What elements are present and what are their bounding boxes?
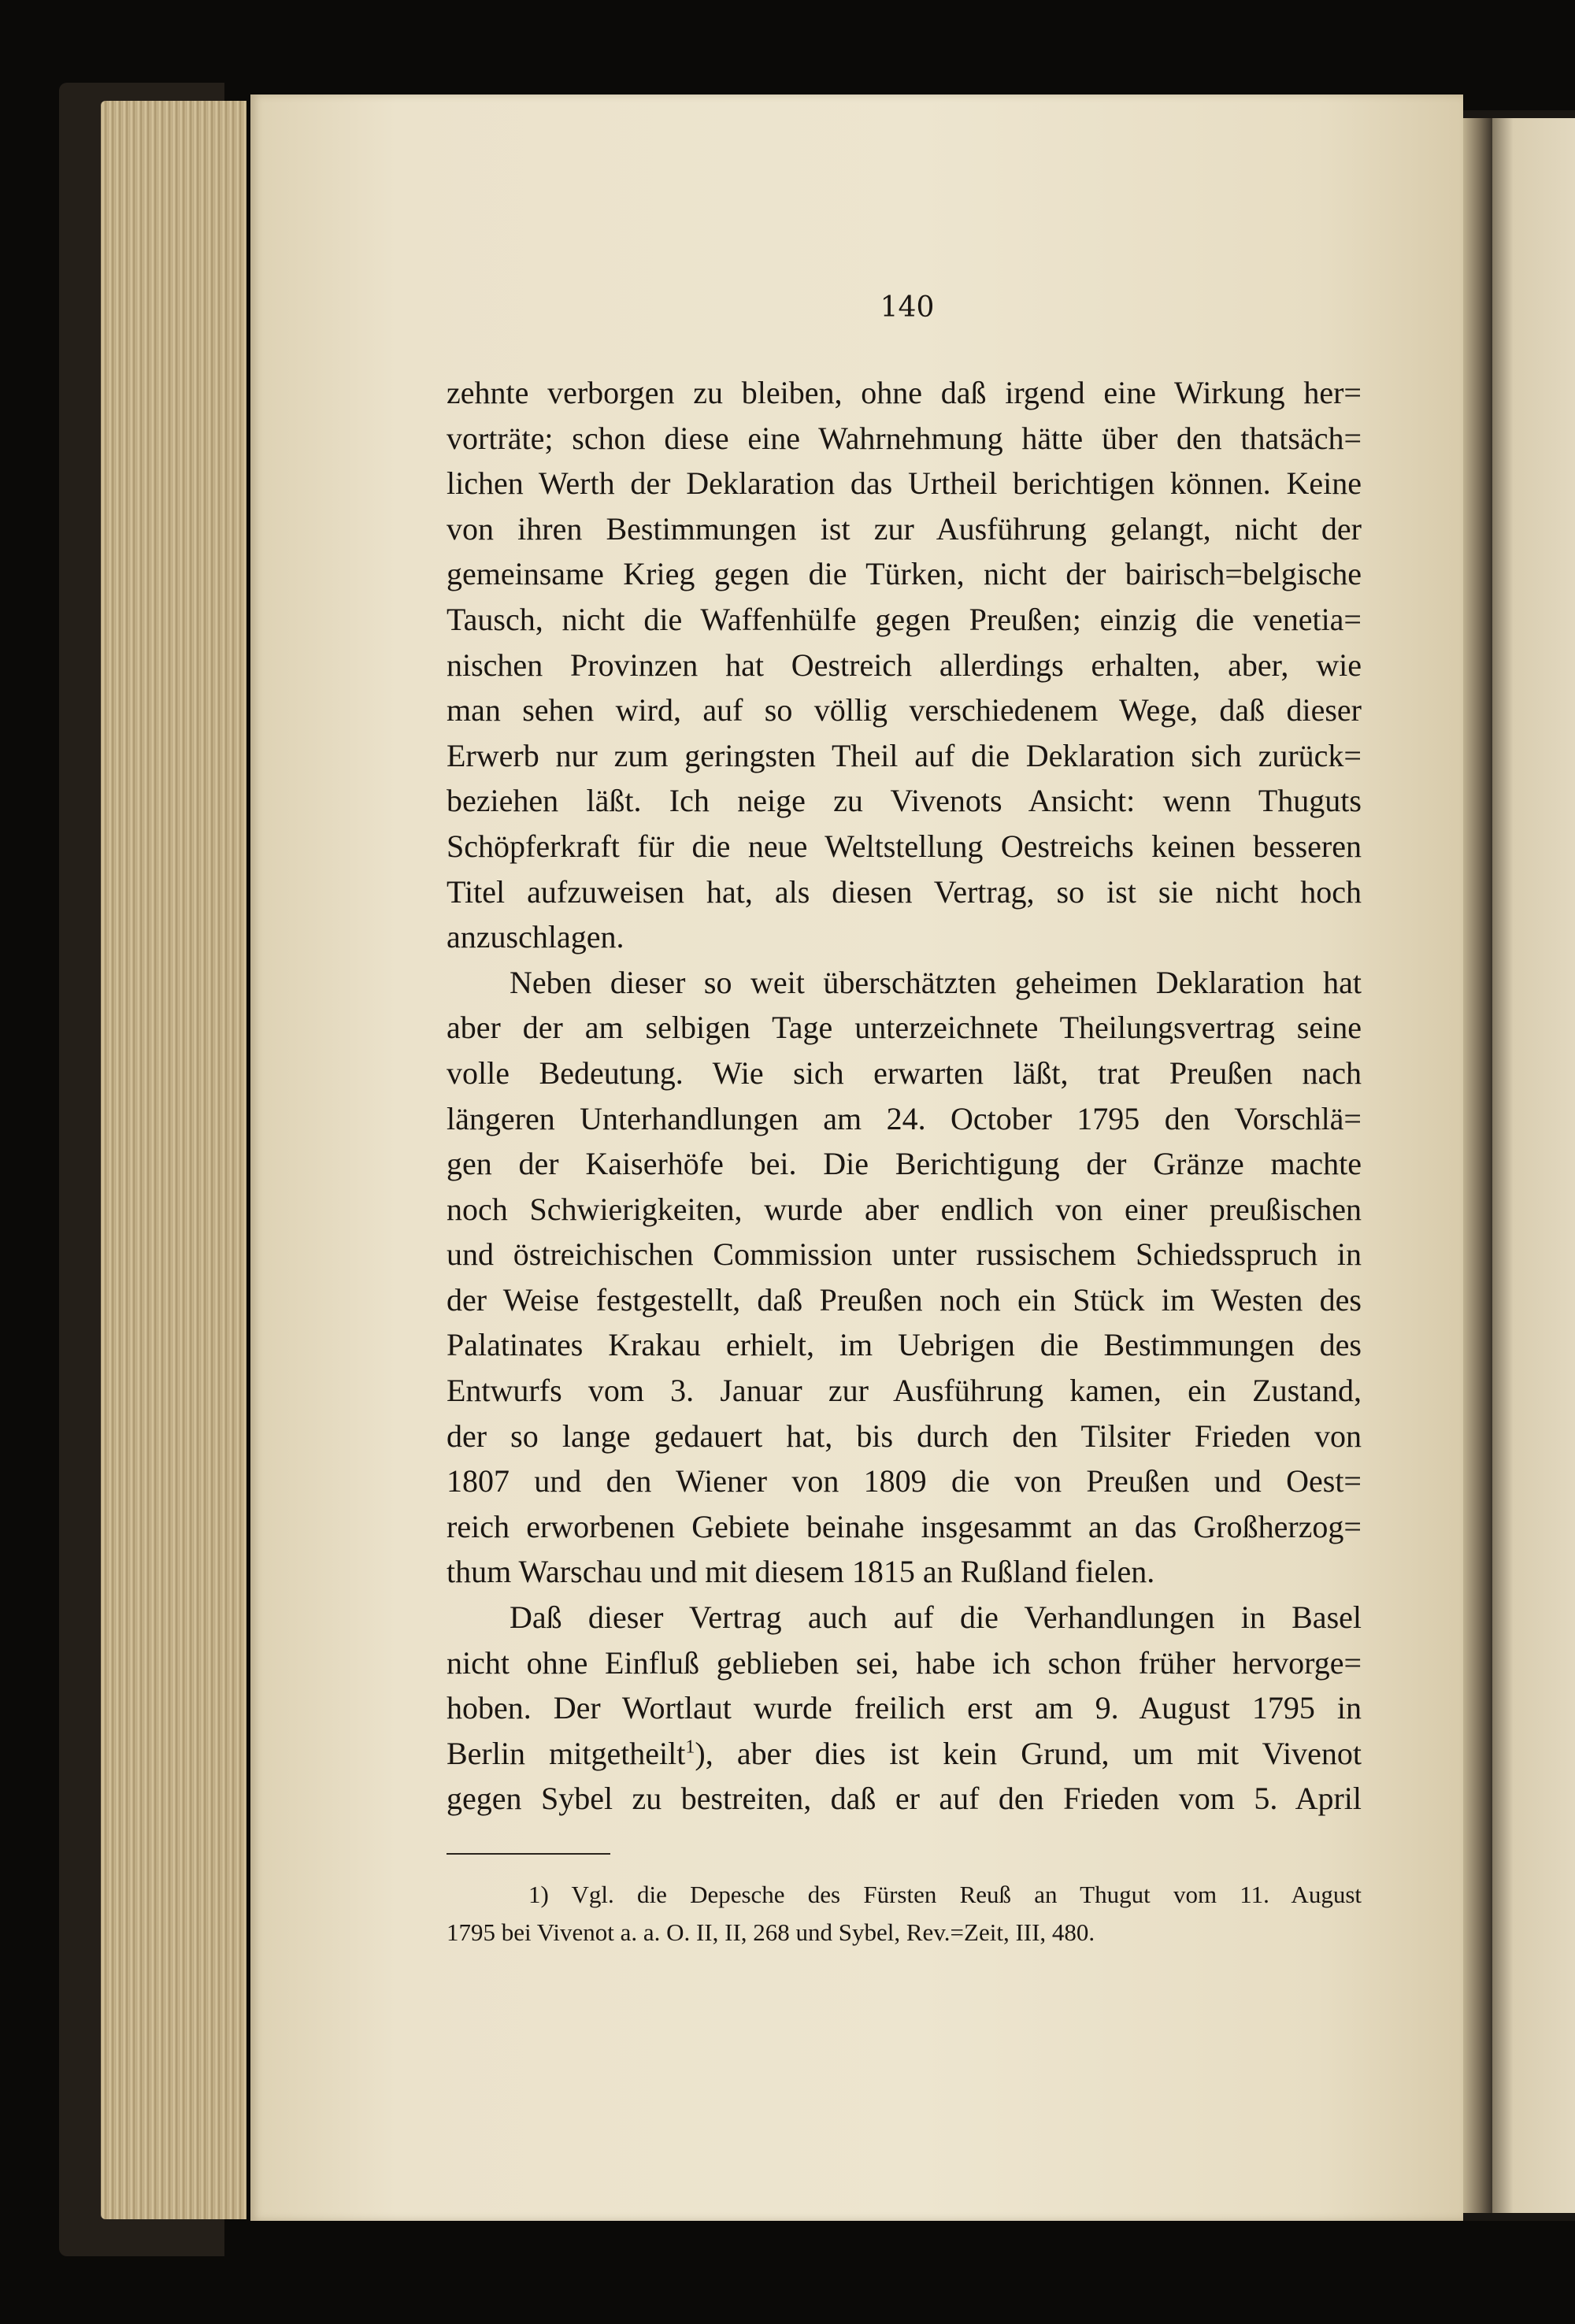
text-line: 1807 und den Wiener von 1809 die von Preußen und Oest= (447, 1463, 1362, 1499)
text-line: Daß dieser Vertrag auch auf die Verhandlungen in Basel (510, 1599, 1362, 1636)
text-line: noch Schwierigkeiten, wurde aber endlich von einer preußischen (447, 1191, 1362, 1227)
footnote-line: 1) Vgl. die Depesche des Fürsten Reuß an Thugut vom 11. August (528, 1881, 1362, 1908)
text-line: lichen Werth der Deklaration das Urtheil berichtigen können. Keine (447, 465, 1362, 502)
facing-page (1487, 118, 1575, 2213)
footnote-reference[interactable]: 1 (685, 1737, 695, 1758)
text-line: und östreichischen Commission unter russischem Schiedsspruch in (447, 1236, 1362, 1273)
text-line: nischen Provinzen hat Oestreich allerdings erhalten, aber, wie (447, 647, 1362, 683)
text-line: nicht ohne Einfluß geblieben sei, habe ich schon früher hervorge= (447, 1644, 1362, 1681)
text-line: Titel aufzuweisen hat, als diesen Vertrag, so ist sie nicht hoch (447, 873, 1362, 910)
text-line: gen der Kaiserhöfe bei. Die Berichtigung der Gränze machte (447, 1146, 1362, 1182)
text-line: von ihren Bestimmungen ist zur Ausführung gelangt, nicht der (447, 510, 1362, 547)
text-line: längeren Unterhandlungen am 24. October 1795 den Vorschlä= (447, 1100, 1362, 1136)
text-line: volle Bedeutung. Wie sich erwarten läßt, trat Preußen nach (447, 1055, 1362, 1091)
text-line: der so lange gedauert hat, bis durch den Tilsiter Frieden von (447, 1418, 1362, 1454)
text-line: thum Warschau und mit diesem 1815 an Rußland fielen. (447, 1554, 1155, 1590)
footnote-line: 1795 bei Vivenot a. a. O. II, II, 268 und Sybel, Rev.=Zeit, III, 480. (447, 1918, 1095, 1946)
book-gutter (1461, 118, 1492, 2213)
text-line: Neben dieser so weit überschätzten geheimen Deklaration hat (510, 964, 1362, 1000)
footnotes (447, 1876, 1362, 1951)
text-line: gegen Sybel zu bestreiten, daß er auf den Frieden vom 5. April (447, 1781, 1362, 1817)
text-segment: Berlin mitgetheilt (447, 1735, 686, 1771)
text-line: Entwurfs vom 3. Januar zur Ausführung kamen, ein Zustand, (447, 1373, 1362, 1409)
text-line: gemeinsame Krieg gegen die Türken, nicht der bairisch=belgische (447, 556, 1362, 592)
page-number: 140 (880, 291, 935, 324)
text-line: aber der am selbigen Tage unterzeichnete Theilungsvertrag seine (447, 1010, 1362, 1046)
text-segment: ), aber dies ist kein Grund, um mit Vivenot (695, 1735, 1362, 1771)
text-line: vorträte; schon diese eine Wahrnehmung hätte über den thatsäch= (447, 420, 1362, 456)
text-line: Schöpferkraft für die neue Weltstellung Oestreichs keinen besseren (447, 828, 1362, 864)
text-line: beziehen läßt. Ich neige zu Vivenots Ansicht: wenn Thuguts (447, 783, 1362, 819)
text-line: Erwerb nur zum geringsten Theil auf die Deklaration sich zurück= (447, 737, 1362, 773)
text-line (447, 1731, 1362, 1777)
text-line: reich erworbenen Gebiete beinahe insgesammt an das Großherzog= (447, 1508, 1362, 1544)
text-line: anzuschlagen. (447, 919, 624, 955)
text-line: hoben. Der Wortlaut wurde freilich erst am 9. August 1795 in (447, 1690, 1362, 1726)
text-line: der Weise festgestellt, daß Preußen noch ein Stück im Westen des (447, 1281, 1362, 1318)
text-line: zehnte verborgen zu bleiben, ohne daß irgend eine Wirkung her= (447, 375, 1362, 410)
text-line: Palatinates Krakau erhielt, im Uebrigen die Bestimmungen des (447, 1327, 1362, 1363)
text-line: man sehen wird, auf so völlig verschiedenem Wege, daß dieser (447, 692, 1362, 728)
page-edges (101, 101, 246, 2219)
footnote-divider (447, 1853, 610, 1855)
body-text (447, 370, 1362, 1822)
text-line: Tausch, nicht die Waffenhülfe gegen Preußen; einzig die venetia= (447, 601, 1362, 637)
